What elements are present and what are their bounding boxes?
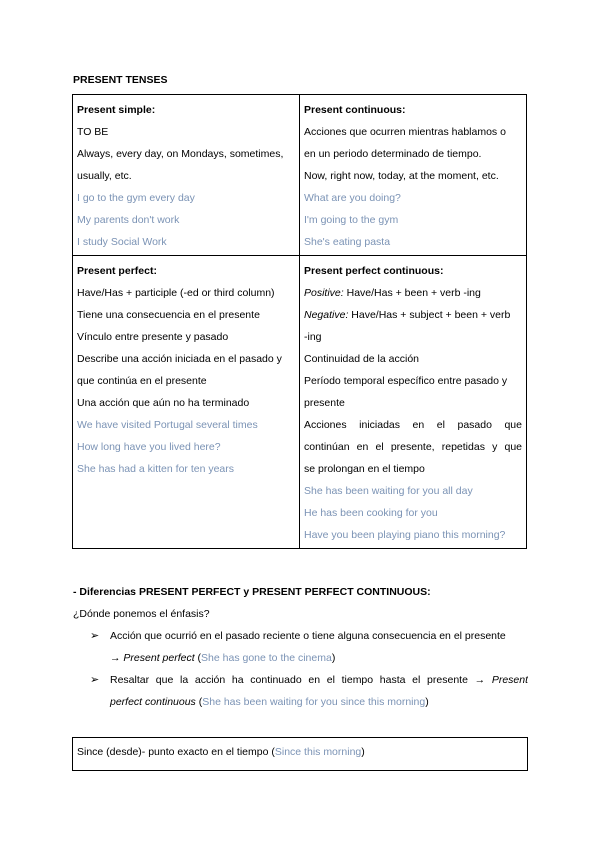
cell-line: presente <box>304 397 345 409</box>
list-item <box>73 625 528 669</box>
example-sentence: She has had a kitten for ten years <box>77 463 235 475</box>
example-sentence: Have you been playing piano this morning? <box>304 529 506 541</box>
example-sentence: She's eating pasta <box>304 236 391 248</box>
since-box: Since (desde)- punto exacto en el tiempo (Since this morning) <box>72 737 528 771</box>
cell-line: -ing <box>304 331 322 343</box>
cell-line: Período temporal específico entre pasado y <box>304 375 508 387</box>
cell-line: que continúa en el presente <box>77 375 207 387</box>
cell-line: en un periodo determinado de tiempo. <box>304 148 482 160</box>
cell-heading: Present continuous: <box>304 104 406 116</box>
example-sentence: I'm going to the gym <box>304 214 399 226</box>
cell-line: Vínculo entre presente y pasado <box>77 331 229 343</box>
since-example: Since this morning <box>274 746 362 758</box>
since-text: Since (desde)- punto exacto en el tiempo <box>77 746 269 758</box>
bullet-text: Acción que ocurrió en el pasado reciente o tiene alguna consecuencia en el presente → Present perfect (She has gone to the cinema) <box>110 630 506 664</box>
example-sentence: My parents don't work <box>77 214 180 226</box>
positive-rule <box>304 282 522 304</box>
cell-line: Una acción que aún no ha terminado <box>77 397 250 409</box>
cell-line: Now, right now, today, at the moment, etc. <box>304 170 499 182</box>
cell-heading: Present perfect: <box>77 265 157 277</box>
present-continuous-cell <box>300 95 527 256</box>
tenses-table <box>72 94 527 549</box>
cell-line: continúan en el presente, repetidas y que <box>304 441 522 453</box>
example-sentence: What are you doing? <box>304 192 401 204</box>
positive-text: Have/Has + been + verb -ing <box>346 287 481 299</box>
table-row <box>73 95 527 256</box>
negative-rule <box>304 304 522 326</box>
cell-line: usually, etc. <box>77 170 132 182</box>
cell-heading: Present simple: <box>77 104 156 116</box>
arrow-bullet-icon: ➢ <box>90 630 100 642</box>
arrow-bullet-icon: ➢ <box>90 674 100 686</box>
negative-label: Negative: <box>304 309 349 321</box>
present-simple-cell <box>73 95 300 256</box>
negative-text: Have/Has + subject + been + verb <box>351 309 511 321</box>
cell-line: Acciones que ocurren mientras hablamos o <box>304 126 506 138</box>
cell-line: Describe una acción iniciada en el pasado y <box>77 353 282 365</box>
cell-line: Continuidad de la acción <box>304 353 419 365</box>
bullet-text: Resaltar que la acción ha continuado en el tiempo hasta el presente → Present perfect continuous (She has been waiting for you since this morning) <box>110 674 528 708</box>
present-perfect-continuous-cell <box>300 256 527 549</box>
cell-heading: Present perfect continuous: <box>304 265 444 277</box>
cell-line: se prolongan en el tiempo <box>304 463 425 475</box>
list-item <box>73 669 528 713</box>
example-sentence: She has been waiting for you all day <box>304 485 473 497</box>
present-perfect-cell <box>73 256 300 549</box>
cell-line: Always, every day, on Mondays, sometimes, <box>77 148 284 160</box>
cell-line: Tiene una consecuencia en el presente <box>77 309 260 321</box>
example-sentence: How long have you lived here? <box>77 441 221 453</box>
cell-line: Have/Has + participle (-ed or third column) <box>77 287 275 299</box>
page-title: PRESENT TENSES <box>73 74 168 86</box>
differences-section <box>73 581 528 713</box>
differences-heading: - Diferencias PRESENT PERFECT y PRESENT PERFECT CONTINUOUS: <box>73 586 431 598</box>
example-sentence: I study Social Work <box>77 236 167 248</box>
differences-question: ¿Dónde ponemos el énfasis? <box>73 608 210 620</box>
table-row <box>73 256 527 549</box>
example-sentence: He has been cooking for you <box>304 507 438 519</box>
example-sentence: We have visited Portugal several times <box>77 419 258 431</box>
example-sentence: I go to the gym every day <box>77 192 195 204</box>
positive-label: Positive: <box>304 287 344 299</box>
cell-line: Acciones iniciadas en el pasado que <box>304 419 522 431</box>
cell-line: TO BE <box>77 126 109 138</box>
